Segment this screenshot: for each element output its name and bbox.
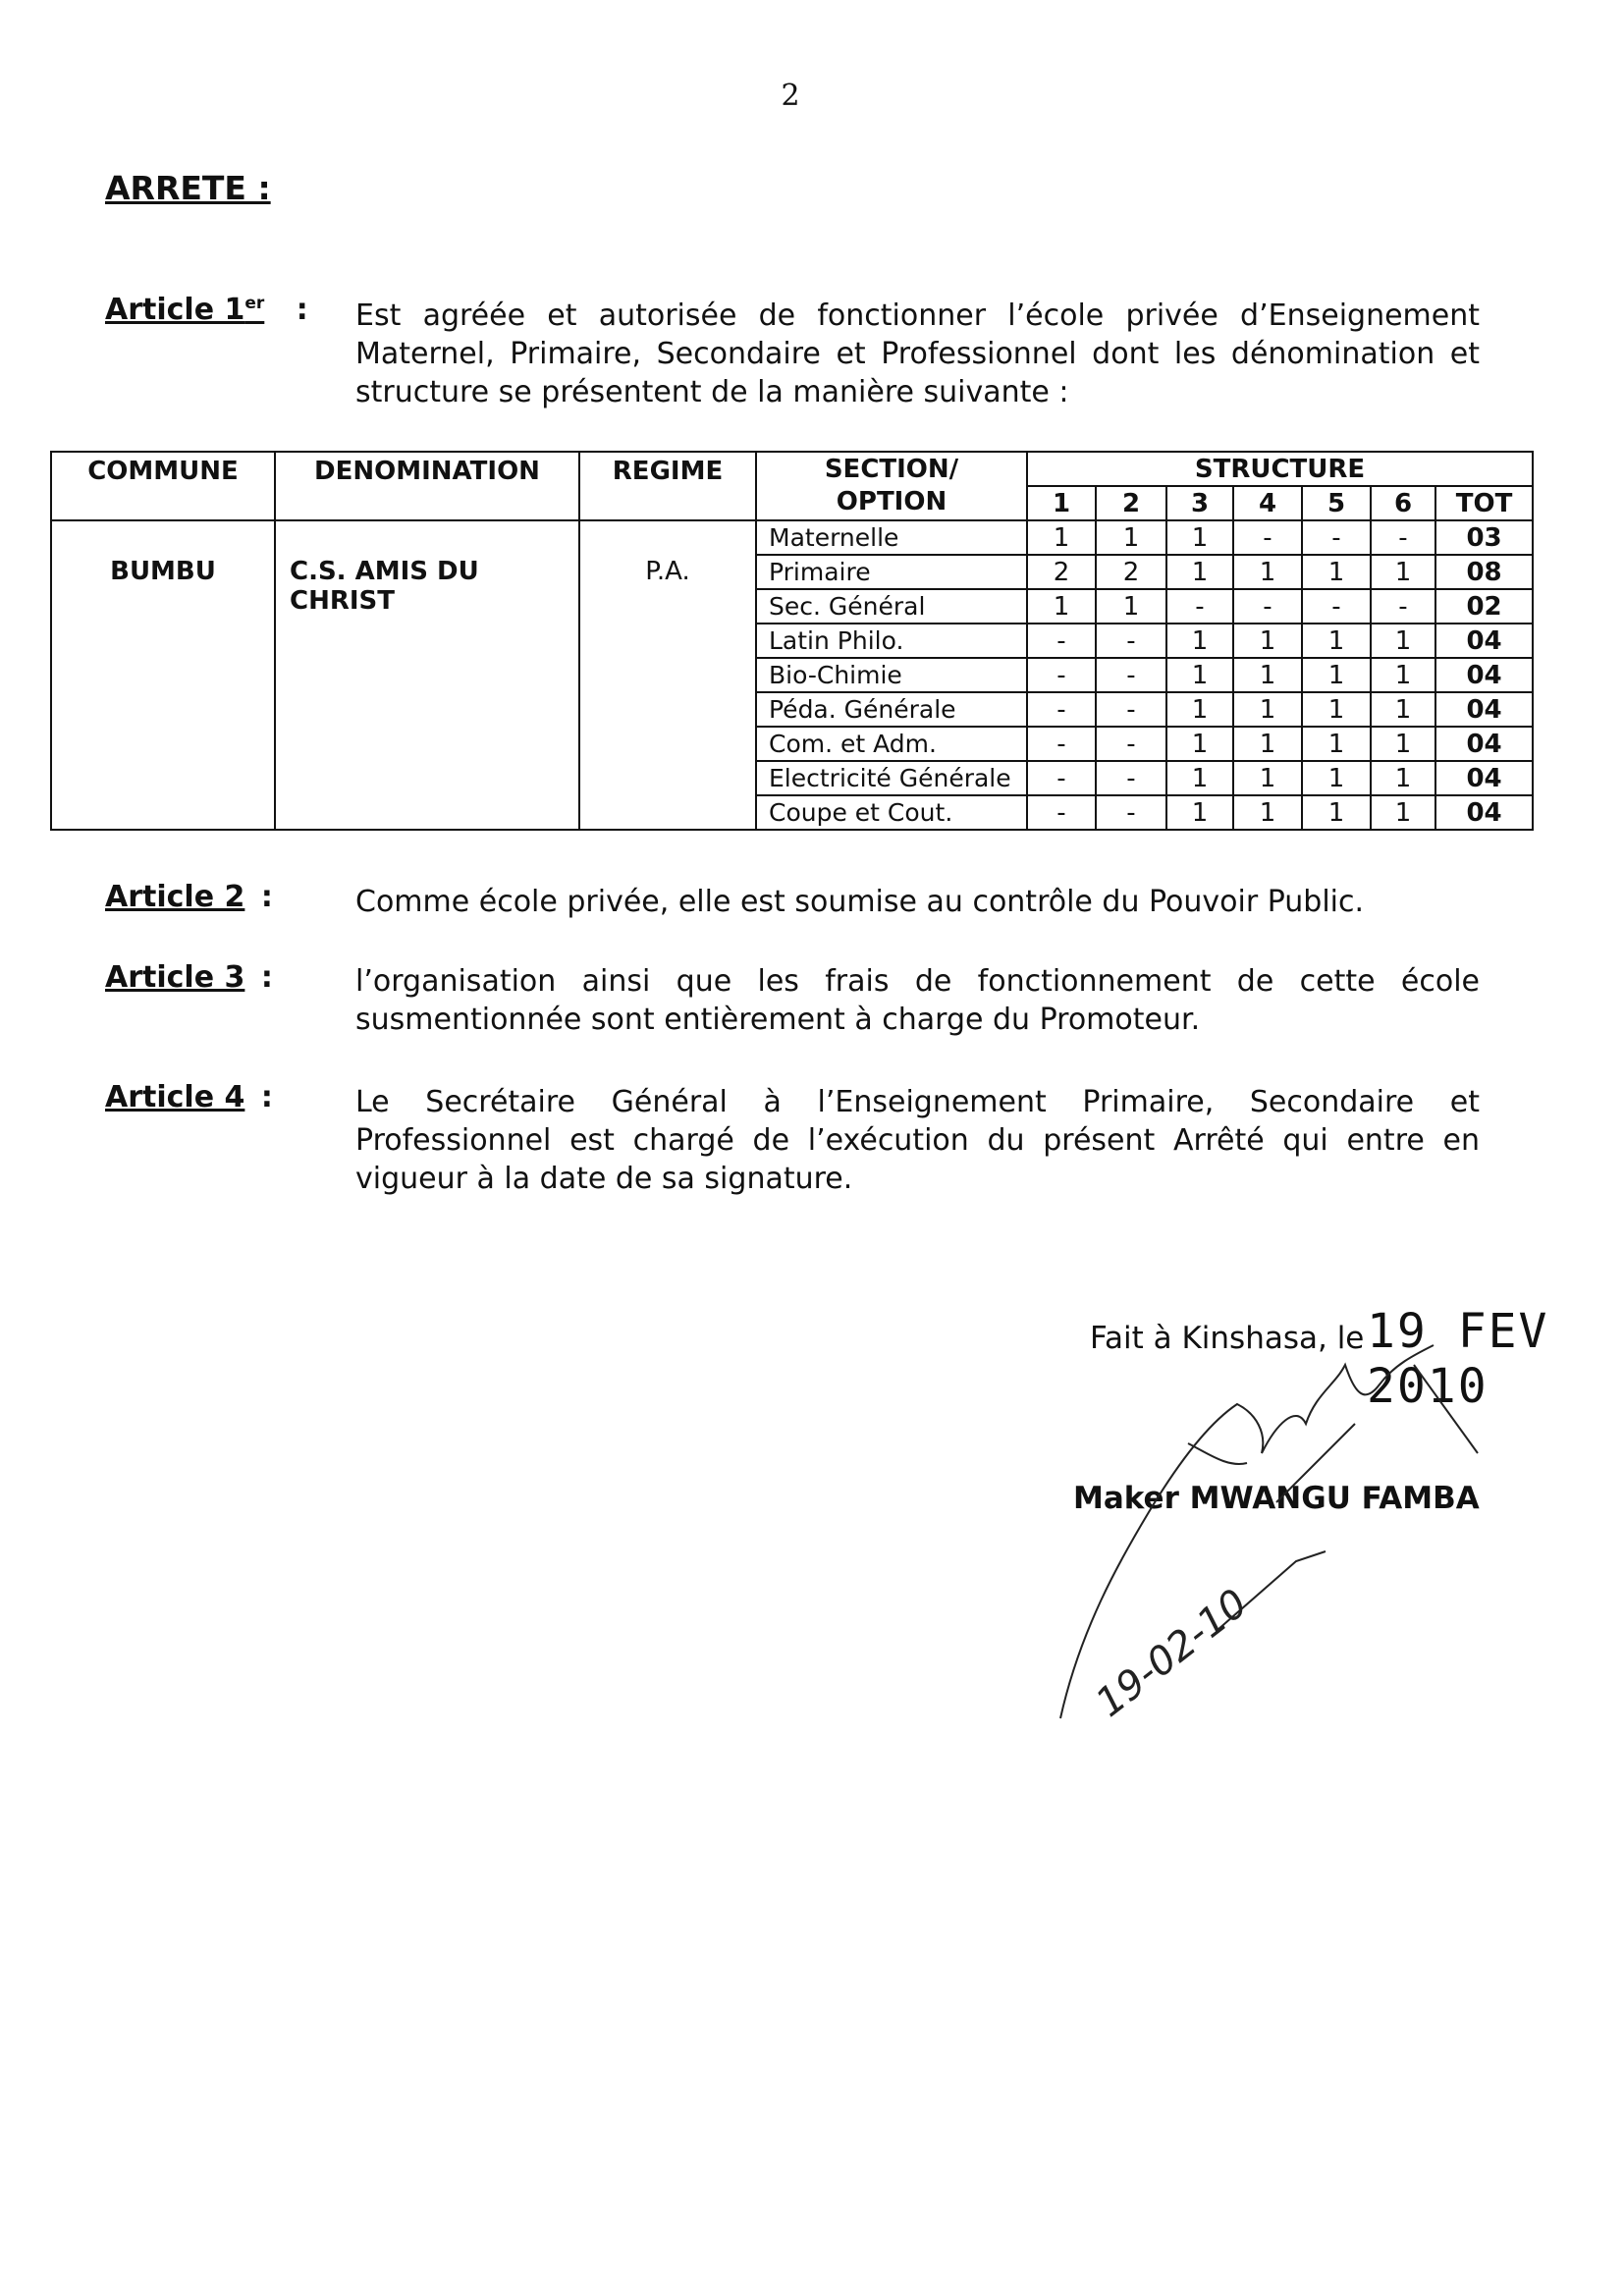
structure-cell-4: - [1233, 520, 1302, 555]
structure-cell-4: - [1233, 589, 1302, 624]
structure-cell-2: 1 [1096, 589, 1166, 624]
structure-cell-1: - [1027, 795, 1096, 830]
structure-cell-3: - [1166, 589, 1233, 624]
heading-arrete: ARRETE : [105, 169, 271, 207]
structure-cell-3: 1 [1166, 658, 1233, 692]
article-2-label [105, 880, 273, 914]
structure-cell-2: - [1096, 624, 1166, 658]
structure-cell-4: 1 [1233, 761, 1302, 795]
total-cell: 04 [1435, 624, 1533, 658]
article-1-sep: : [296, 293, 308, 327]
option-cell: Bio-Chimie [756, 658, 1027, 692]
article-3-label-text: Article 3 [105, 960, 245, 995]
structure-cell-4: 1 [1233, 624, 1302, 658]
structure-cell-2: - [1096, 727, 1166, 761]
structure-cell-3: 1 [1166, 761, 1233, 795]
handwritten-signature [1041, 1306, 1492, 1738]
regime-cell: P.A. [579, 520, 756, 830]
structure-cell-1: 2 [1027, 555, 1096, 589]
structure-cell-5: 1 [1302, 795, 1371, 830]
structure-cell-2: - [1096, 658, 1166, 692]
structure-cell-1: - [1027, 727, 1096, 761]
structure-cell-1: - [1027, 658, 1096, 692]
structure-cell-4: 1 [1233, 692, 1302, 727]
article-4-label-text: Article 4 [105, 1080, 245, 1114]
structure-cell-3: 1 [1166, 795, 1233, 830]
header-denomination: DENOMINATION [275, 452, 579, 520]
structure-cell-3: 1 [1166, 520, 1233, 555]
option-cell: Péda. Générale [756, 692, 1027, 727]
option-cell: Maternelle [756, 520, 1027, 555]
article-3-text: l’organisation ainsi que les frais de fonctionnement de cette école susmentionnée sont entièrement à charge du Promoteur. [355, 964, 1480, 1037]
structure-cell-2: - [1096, 692, 1166, 727]
structure-cell-2: - [1096, 795, 1166, 830]
structure-cell-2: 2 [1096, 555, 1166, 589]
structure-cell-3: 1 [1166, 692, 1233, 727]
option-cell: Latin Philo. [756, 624, 1027, 658]
structure-cell-4: 1 [1233, 658, 1302, 692]
article-2-sep: : [260, 880, 273, 914]
structure-cell-5: 1 [1302, 658, 1371, 692]
structure-cell-6: - [1371, 520, 1435, 555]
structure-cell-4: 1 [1233, 795, 1302, 830]
structure-cell-6: 1 [1371, 795, 1435, 830]
structure-cell-6: - [1371, 589, 1435, 624]
structure-cell-2: 1 [1096, 520, 1166, 555]
total-cell: 03 [1435, 520, 1533, 555]
place-date-line: Fait à Kinshasa, le [1090, 1321, 1365, 1356]
structure-cell-4: 1 [1233, 727, 1302, 761]
structure-cell-3: 1 [1166, 727, 1233, 761]
structure-cell-3: 1 [1166, 555, 1233, 589]
total-cell: 04 [1435, 761, 1533, 795]
option-cell: Com. et Adm. [756, 727, 1027, 761]
structure-cell-1: - [1027, 624, 1096, 658]
structure-cell-5: 1 [1302, 624, 1371, 658]
header-col-tot: TOT [1435, 486, 1533, 520]
article-2-label-text: Article 2 [105, 880, 245, 914]
header-col-1: 1 [1027, 486, 1096, 520]
article-1-label-text: Article 1 [105, 293, 245, 327]
structure-cell-2: - [1096, 761, 1166, 795]
total-cell: 04 [1435, 658, 1533, 692]
option-cell: Sec. Général [756, 589, 1027, 624]
article-4-label [105, 1080, 273, 1114]
structure-cell-5: 1 [1302, 692, 1371, 727]
signatory-name: Maker MWANGU FAMBA [1073, 1481, 1480, 1516]
option-cell: Primaire [756, 555, 1027, 589]
header-commune: COMMUNE [51, 452, 275, 520]
header-section: SECTION/ OPTION [756, 452, 1027, 520]
structure-cell-1: - [1027, 761, 1096, 795]
structure-cell-5: - [1302, 520, 1371, 555]
header-col-4: 4 [1233, 486, 1302, 520]
structure-cell-6: 1 [1371, 555, 1435, 589]
header-regime: REGIME [579, 452, 756, 520]
structure-cell-5: - [1302, 589, 1371, 624]
structure-cell-5: 1 [1302, 761, 1371, 795]
total-cell: 04 [1435, 727, 1533, 761]
article-4-text: Le Secrétaire Général à l’Enseignement Primaire, Secondaire et Professionnel est chargé de l’exécution du présent Arrêté qui entre en vigueur à la date de sa signature. [355, 1085, 1480, 1196]
header-col-2: 2 [1096, 486, 1166, 520]
article-2-text: Comme école privée, elle est soumise au contrôle du Pouvoir Public. [355, 885, 1365, 919]
article-1-label [105, 293, 308, 327]
structure-cell-1: - [1027, 692, 1096, 727]
option-cell: Coupe et Cout. [756, 795, 1027, 830]
structure-cell-5: 1 [1302, 555, 1371, 589]
total-cell: 08 [1435, 555, 1533, 589]
structure-cell-4: 1 [1233, 555, 1302, 589]
article-1-sup: er [244, 294, 265, 313]
header-col-3: 3 [1166, 486, 1233, 520]
header-structure: STRUCTURE [1027, 452, 1533, 486]
date-stamp: 19 FEV 2010 [1367, 1304, 1549, 1414]
structure-cell-1: 1 [1027, 589, 1096, 624]
article-4-sep: : [260, 1080, 273, 1114]
header-col-5: 5 [1302, 486, 1371, 520]
page-number: 2 [781, 79, 800, 113]
table-row [51, 520, 1533, 555]
article-3-sep: : [260, 960, 273, 995]
structure-cell-3: 1 [1166, 624, 1233, 658]
structure-cell-5: 1 [1302, 727, 1371, 761]
structure-table [50, 451, 1534, 831]
total-cell: 04 [1435, 795, 1533, 830]
commune-cell: BUMBU [51, 520, 275, 830]
structure-cell-6: 1 [1371, 692, 1435, 727]
structure-cell-6: 1 [1371, 658, 1435, 692]
total-cell: 04 [1435, 692, 1533, 727]
header-col-6: 6 [1371, 486, 1435, 520]
structure-cell-6: 1 [1371, 761, 1435, 795]
structure-cell-1: 1 [1027, 520, 1096, 555]
option-cell: Electricité Générale [756, 761, 1027, 795]
total-cell: 02 [1435, 589, 1533, 624]
handwritten-date: 19-02-10 [1087, 1580, 1257, 1726]
structure-cell-6: 1 [1371, 727, 1435, 761]
denomination-cell: C.S. AMIS DU CHRIST [275, 520, 579, 830]
article-3-label [105, 960, 273, 995]
article-1-text: Est agréée et autorisée de fonctionner l’école privée d’Enseignement Maternel, Primaire, Secondaire et Professionnel dont les dénomination et structure se présentent de la manière suivante : [355, 298, 1480, 409]
structure-cell-6: 1 [1371, 624, 1435, 658]
structure-table-body [51, 520, 1533, 830]
